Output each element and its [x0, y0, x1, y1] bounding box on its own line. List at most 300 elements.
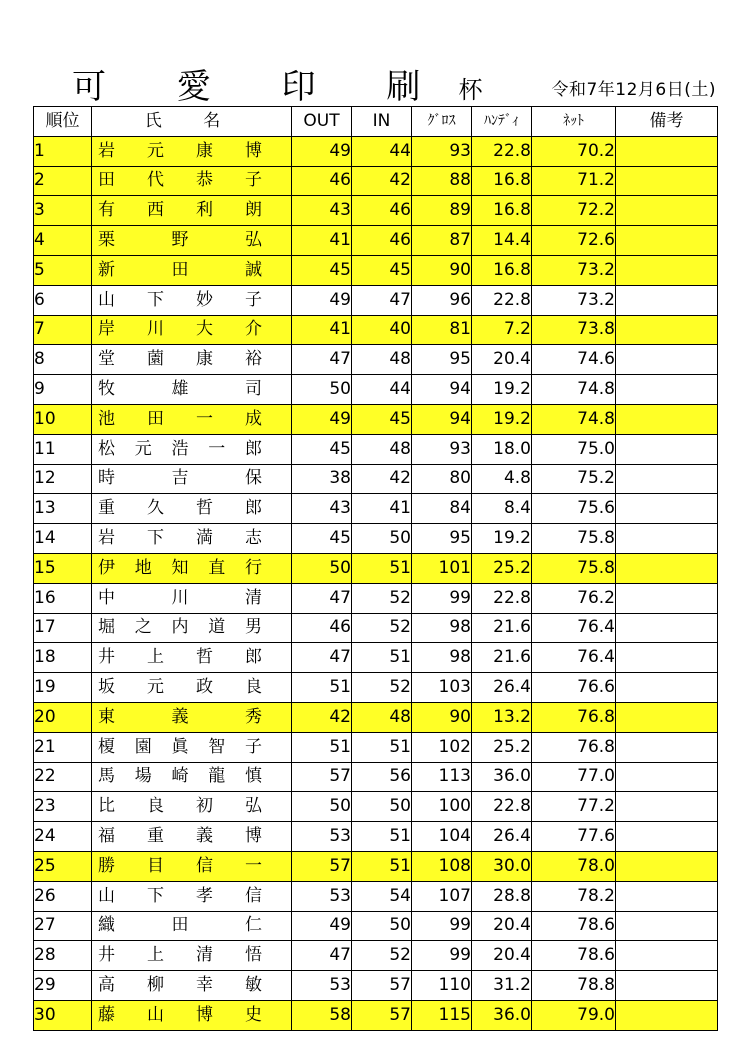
table-row [34, 971, 718, 1001]
name-cell [92, 345, 292, 375]
rank-cell: 5 [34, 255, 92, 285]
note-cell [616, 226, 718, 256]
column-header-out: OUT [292, 107, 352, 137]
in-score-cell: 45 [352, 255, 412, 285]
gross-score-cell: 98 [412, 613, 472, 643]
gross-score-cell: 110 [412, 971, 472, 1001]
rank-cell: 17 [34, 613, 92, 643]
in-score-cell: 46 [352, 196, 412, 226]
rank-cell: 11 [34, 434, 92, 464]
net-score-cell: 74.8 [532, 375, 616, 405]
table-row [34, 792, 718, 822]
note-cell [616, 792, 718, 822]
net-score-cell: 77.6 [532, 822, 616, 852]
title-suffix: 杯 [458, 76, 483, 104]
table-row [34, 1000, 718, 1030]
net-score-cell: 73.2 [532, 285, 616, 315]
in-score-cell: 51 [352, 822, 412, 852]
in-score-cell: 52 [352, 613, 412, 643]
name-cell [92, 673, 292, 703]
handicap-cell: 36.0 [472, 762, 532, 792]
rank-cell: 8 [34, 345, 92, 375]
note-cell [616, 732, 718, 762]
rank-cell: 23 [34, 792, 92, 822]
out-score-cell: 57 [292, 762, 352, 792]
out-score-cell: 51 [292, 673, 352, 703]
name-cell [92, 971, 292, 1001]
rank-cell: 9 [34, 375, 92, 405]
out-score-cell: 47 [292, 643, 352, 673]
net-score-cell: 75.8 [532, 524, 616, 554]
player-name: 伊 地 知 直 行 [98, 557, 262, 578]
player-name: 坂 元 政 良 [98, 677, 262, 698]
net-score-cell: 74.6 [532, 345, 616, 375]
in-score-cell: 54 [352, 881, 412, 911]
note-cell [616, 464, 718, 494]
out-score-cell: 50 [292, 375, 352, 405]
rank-cell: 6 [34, 285, 92, 315]
player-name: 福 重 義 博 [98, 826, 262, 847]
table-row [34, 434, 718, 464]
name-cell [92, 941, 292, 971]
handicap-cell: 19.2 [472, 375, 532, 405]
gross-score-cell: 98 [412, 643, 472, 673]
rank-cell: 27 [34, 911, 92, 941]
gross-score-cell: 103 [412, 673, 472, 703]
net-score-cell: 76.4 [532, 613, 616, 643]
rank-cell: 10 [34, 404, 92, 434]
player-name: 池 田 一 成 [98, 408, 262, 429]
gross-score-cell: 115 [412, 1000, 472, 1030]
handicap-cell: 22.8 [472, 285, 532, 315]
out-score-cell: 42 [292, 702, 352, 732]
name-cell [92, 196, 292, 226]
in-score-cell: 48 [352, 702, 412, 732]
table-row [34, 196, 718, 226]
gross-score-cell: 94 [412, 375, 472, 405]
table-row [34, 226, 718, 256]
in-score-cell: 51 [352, 553, 412, 583]
in-score-cell: 51 [352, 643, 412, 673]
out-score-cell: 46 [292, 613, 352, 643]
note-cell [616, 494, 718, 524]
net-score-cell: 76.8 [532, 702, 616, 732]
handicap-cell: 26.4 [472, 673, 532, 703]
handicap-cell: 30.0 [472, 851, 532, 881]
column-header-note: 備考 [616, 107, 718, 137]
out-score-cell: 51 [292, 732, 352, 762]
handicap-cell: 4.8 [472, 464, 532, 494]
player-name: 東 義 秀 [98, 706, 262, 727]
player-name: 新 田 誠 [98, 259, 262, 280]
name-cell [92, 643, 292, 673]
handicap-cell: 16.8 [472, 196, 532, 226]
handicap-cell: 19.2 [472, 404, 532, 434]
rank-cell: 12 [34, 464, 92, 494]
player-name: 山 下 妙 子 [98, 289, 262, 310]
rank-cell: 15 [34, 553, 92, 583]
gross-score-cell: 100 [412, 792, 472, 822]
gross-score-cell: 108 [412, 851, 472, 881]
note-cell [616, 822, 718, 852]
table-row [34, 404, 718, 434]
rank-cell: 16 [34, 583, 92, 613]
handicap-cell: 14.4 [472, 226, 532, 256]
note-cell [616, 911, 718, 941]
in-score-cell: 50 [352, 911, 412, 941]
handicap-cell: 25.2 [472, 553, 532, 583]
gross-score-cell: 90 [412, 255, 472, 285]
handicap-cell: 25.2 [472, 732, 532, 762]
gross-score-cell: 80 [412, 464, 472, 494]
net-score-cell: 75.0 [532, 434, 616, 464]
player-name: 牧 雄 司 [98, 379, 262, 400]
handicap-cell: 8.4 [472, 494, 532, 524]
gross-score-cell: 89 [412, 196, 472, 226]
gross-score-cell: 101 [412, 553, 472, 583]
name-cell [92, 166, 292, 196]
gross-score-cell: 93 [412, 434, 472, 464]
out-score-cell: 49 [292, 285, 352, 315]
name-cell [92, 732, 292, 762]
player-name: 高 柳 幸 敏 [98, 975, 262, 995]
gross-score-cell: 113 [412, 762, 472, 792]
gross-score-cell: 88 [412, 166, 472, 196]
handicap-cell: 28.8 [472, 881, 532, 911]
out-score-cell: 47 [292, 583, 352, 613]
note-cell [616, 762, 718, 792]
table-row [34, 881, 718, 911]
in-score-cell: 57 [352, 971, 412, 1001]
handicap-cell: 16.8 [472, 166, 532, 196]
rank-cell: 1 [34, 136, 92, 166]
in-score-cell: 57 [352, 1000, 412, 1030]
out-score-cell: 43 [292, 494, 352, 524]
net-score-cell: 79.0 [532, 1000, 616, 1030]
net-score-cell: 76.8 [532, 732, 616, 762]
note-cell [616, 941, 718, 971]
out-score-cell: 47 [292, 345, 352, 375]
player-name: 榎 園 眞 智 子 [98, 736, 262, 757]
handicap-cell: 22.8 [472, 136, 532, 166]
name-cell [92, 404, 292, 434]
gross-score-cell: 107 [412, 881, 472, 911]
net-score-cell: 75.8 [532, 553, 616, 583]
out-score-cell: 45 [292, 524, 352, 554]
net-score-cell: 78.6 [532, 911, 616, 941]
table-row [34, 345, 718, 375]
in-score-cell: 51 [352, 732, 412, 762]
note-cell [616, 136, 718, 166]
note-cell [616, 255, 718, 285]
note-cell [616, 404, 718, 434]
player-name: 岸 川 大 介 [98, 319, 262, 340]
name-cell [92, 911, 292, 941]
table-row [34, 255, 718, 285]
handicap-cell: 26.4 [472, 822, 532, 852]
name-cell [92, 464, 292, 494]
note-cell [616, 553, 718, 583]
out-score-cell: 41 [292, 226, 352, 256]
name-cell [92, 822, 292, 852]
player-name: 織 田 仁 [98, 915, 262, 936]
gross-score-cell: 90 [412, 702, 472, 732]
note-cell [616, 673, 718, 703]
gross-score-cell: 95 [412, 345, 472, 375]
rank-cell: 3 [34, 196, 92, 226]
player-name: 堀 之 内 道 男 [98, 617, 262, 638]
gross-score-cell: 99 [412, 911, 472, 941]
note-cell [616, 375, 718, 405]
results-body [34, 136, 718, 1030]
handicap-cell: 18.0 [472, 434, 532, 464]
in-score-cell: 50 [352, 524, 412, 554]
player-name: 田 代 恭 子 [98, 170, 262, 191]
player-name: 重 久 哲 郎 [98, 498, 262, 519]
net-score-cell: 76.2 [532, 583, 616, 613]
in-score-cell: 48 [352, 345, 412, 375]
net-score-cell: 75.2 [532, 464, 616, 494]
title-main: 可 愛 印 刷 [72, 67, 451, 107]
out-score-cell: 45 [292, 255, 352, 285]
name-cell [92, 702, 292, 732]
in-score-cell: 56 [352, 762, 412, 792]
player-name: 堂 薗 康 裕 [98, 349, 262, 370]
rank-cell: 29 [34, 971, 92, 1001]
rank-cell: 21 [34, 732, 92, 762]
net-score-cell: 78.0 [532, 851, 616, 881]
player-name: 馬 場 崎 龍 慎 [98, 766, 262, 787]
rank-cell: 22 [34, 762, 92, 792]
handicap-cell: 19.2 [472, 524, 532, 554]
player-name: 栗 野 弘 [98, 230, 262, 251]
in-score-cell: 42 [352, 166, 412, 196]
table-row [34, 166, 718, 196]
name-cell [92, 255, 292, 285]
table-row [34, 673, 718, 703]
table-row [34, 941, 718, 971]
handicap-cell: 20.4 [472, 941, 532, 971]
net-score-cell: 72.6 [532, 226, 616, 256]
table-row [34, 583, 718, 613]
out-score-cell: 43 [292, 196, 352, 226]
gross-score-cell: 99 [412, 941, 472, 971]
name-cell [92, 553, 292, 583]
handicap-cell: 20.4 [472, 911, 532, 941]
rank-cell: 20 [34, 702, 92, 732]
name-cell [92, 375, 292, 405]
column-header-net: ﾈｯﾄ [532, 107, 616, 137]
name-cell [92, 494, 292, 524]
rank-cell: 13 [34, 494, 92, 524]
out-score-cell: 50 [292, 553, 352, 583]
in-score-cell: 47 [352, 285, 412, 315]
net-score-cell: 77.2 [532, 792, 616, 822]
in-score-cell: 51 [352, 851, 412, 881]
name-cell [92, 434, 292, 464]
column-header-rank: 順位 [34, 107, 92, 137]
out-score-cell: 53 [292, 822, 352, 852]
in-score-cell: 52 [352, 583, 412, 613]
net-score-cell: 78.6 [532, 941, 616, 971]
player-name: 藤 山 博 史 [98, 1004, 262, 1025]
name-cell [92, 762, 292, 792]
gross-score-cell: 104 [412, 822, 472, 852]
player-name: 有 西 利 朗 [98, 200, 262, 221]
table-row [34, 136, 718, 166]
table-row [34, 911, 718, 941]
handicap-cell: 7.2 [472, 315, 532, 345]
handicap-cell: 36.0 [472, 1000, 532, 1030]
note-cell [616, 702, 718, 732]
note-cell [616, 613, 718, 643]
table-row [34, 822, 718, 852]
player-name: 山 下 孝 信 [98, 885, 262, 906]
handicap-cell: 20.4 [472, 345, 532, 375]
rank-cell: 18 [34, 643, 92, 673]
net-score-cell: 74.8 [532, 404, 616, 434]
in-score-cell: 44 [352, 136, 412, 166]
name-cell [92, 792, 292, 822]
rank-cell: 4 [34, 226, 92, 256]
rank-cell: 30 [34, 1000, 92, 1030]
note-cell [616, 971, 718, 1001]
name-cell [92, 136, 292, 166]
out-score-cell: 57 [292, 851, 352, 881]
name-cell [92, 226, 292, 256]
tournament-title [72, 64, 483, 107]
name-cell [92, 1000, 292, 1030]
handicap-cell: 21.6 [472, 613, 532, 643]
handicap-cell: 31.2 [472, 971, 532, 1001]
player-name: 岩 元 康 博 [98, 140, 262, 161]
in-score-cell: 52 [352, 941, 412, 971]
note-cell [616, 583, 718, 613]
handicap-cell: 13.2 [472, 702, 532, 732]
event-date: 令和7年12月6日(土) [551, 80, 716, 100]
rank-cell: 7 [34, 315, 92, 345]
out-score-cell: 50 [292, 792, 352, 822]
table-row [34, 553, 718, 583]
player-name: 比 良 初 弘 [98, 796, 262, 817]
in-score-cell: 41 [352, 494, 412, 524]
gross-score-cell: 102 [412, 732, 472, 762]
gross-score-cell: 84 [412, 494, 472, 524]
handicap-cell: 22.8 [472, 792, 532, 822]
in-score-cell: 40 [352, 315, 412, 345]
handicap-cell: 22.8 [472, 583, 532, 613]
note-cell [616, 434, 718, 464]
name-cell [92, 315, 292, 345]
table-row [34, 702, 718, 732]
in-score-cell: 50 [352, 792, 412, 822]
in-score-cell: 48 [352, 434, 412, 464]
table-row [34, 643, 718, 673]
rank-cell: 28 [34, 941, 92, 971]
rank-cell: 24 [34, 822, 92, 852]
net-score-cell: 73.8 [532, 315, 616, 345]
column-header-name: 氏 名 [92, 107, 292, 137]
net-score-cell: 71.2 [532, 166, 616, 196]
column-header-gross: ｸﾞﾛｽ [412, 107, 472, 137]
gross-score-cell: 96 [412, 285, 472, 315]
name-cell [92, 881, 292, 911]
note-cell [616, 315, 718, 345]
note-cell [616, 643, 718, 673]
note-cell [616, 196, 718, 226]
results-table [33, 106, 718, 1031]
player-name: 中 川 清 [98, 587, 262, 608]
rank-cell: 25 [34, 851, 92, 881]
rank-cell: 14 [34, 524, 92, 554]
net-score-cell: 78.8 [532, 971, 616, 1001]
in-score-cell: 42 [352, 464, 412, 494]
name-cell [92, 851, 292, 881]
gross-score-cell: 99 [412, 583, 472, 613]
in-score-cell: 44 [352, 375, 412, 405]
in-score-cell: 52 [352, 673, 412, 703]
net-score-cell: 76.6 [532, 673, 616, 703]
table-row [34, 464, 718, 494]
out-score-cell: 47 [292, 941, 352, 971]
note-cell [616, 851, 718, 881]
net-score-cell: 70.2 [532, 136, 616, 166]
gross-score-cell: 81 [412, 315, 472, 345]
player-name: 松 元 浩 一 郎 [98, 438, 262, 459]
gross-score-cell: 94 [412, 404, 472, 434]
name-cell [92, 285, 292, 315]
handicap-cell: 21.6 [472, 643, 532, 673]
gross-score-cell: 87 [412, 226, 472, 256]
note-cell [616, 1000, 718, 1030]
player-name: 勝 目 信 一 [98, 855, 262, 876]
table-row [34, 494, 718, 524]
player-name: 岩 下 満 志 [98, 528, 262, 549]
net-score-cell: 75.6 [532, 494, 616, 524]
in-score-cell: 45 [352, 404, 412, 434]
table-row [34, 524, 718, 554]
column-header-handicap: ﾊﾝﾃﾞｨ [472, 107, 532, 137]
out-score-cell: 46 [292, 166, 352, 196]
out-score-cell: 45 [292, 434, 352, 464]
out-score-cell: 38 [292, 464, 352, 494]
out-score-cell: 49 [292, 136, 352, 166]
rank-cell: 2 [34, 166, 92, 196]
note-cell [616, 524, 718, 554]
note-cell [616, 345, 718, 375]
gross-score-cell: 95 [412, 524, 472, 554]
in-score-cell: 46 [352, 226, 412, 256]
player-name: 井 上 哲 郎 [98, 647, 262, 668]
handicap-cell: 16.8 [472, 255, 532, 285]
note-cell [616, 285, 718, 315]
out-score-cell: 53 [292, 881, 352, 911]
table-row [34, 762, 718, 792]
header-row [34, 107, 718, 137]
table-row [34, 613, 718, 643]
out-score-cell: 58 [292, 1000, 352, 1030]
column-header-in: IN [352, 107, 412, 137]
table-row [34, 851, 718, 881]
table-row [34, 315, 718, 345]
net-score-cell: 78.2 [532, 881, 616, 911]
net-score-cell: 77.0 [532, 762, 616, 792]
out-score-cell: 41 [292, 315, 352, 345]
rank-cell: 26 [34, 881, 92, 911]
name-cell [92, 583, 292, 613]
out-score-cell: 49 [292, 404, 352, 434]
out-score-cell: 53 [292, 971, 352, 1001]
